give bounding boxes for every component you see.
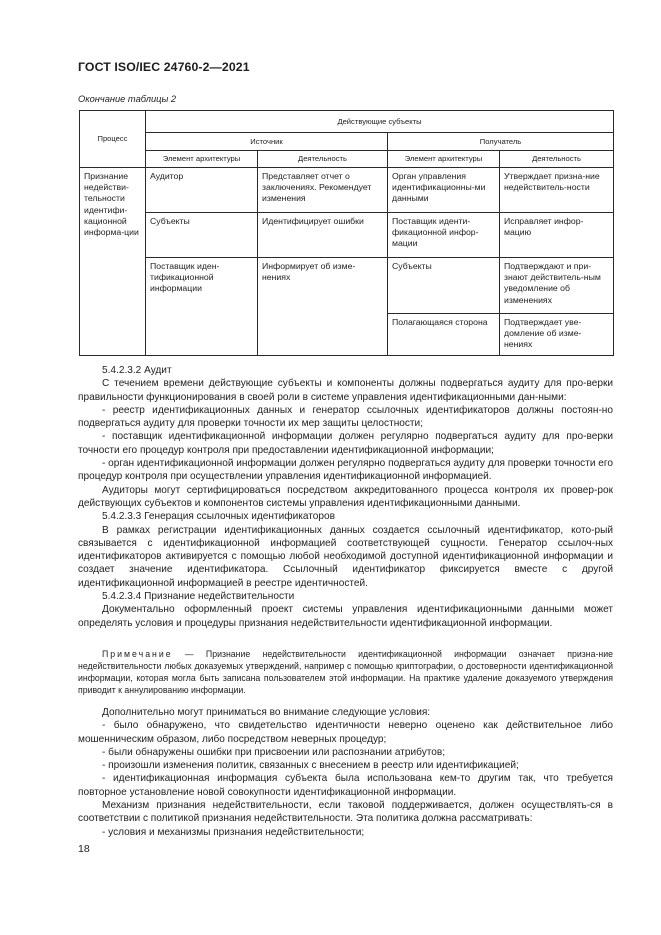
standard-header: ГОСТ ISO/IEC 24760-2—2021 [78, 60, 250, 74]
list-item: - было обнаружено, что свидетельство идентичности неверно оценено как действительное либо мошенническим образом, либо посредством неверных процедур; [78, 720, 613, 745]
header-recipient: Получатель [388, 133, 614, 151]
table-cell: Полагающаяся сторона [388, 314, 500, 356]
table-cell: Поставщик иден-тификационной информации [146, 258, 258, 356]
header-process: Процесс [80, 111, 146, 168]
table-header-row [80, 111, 614, 133]
page-number: 18 [78, 843, 90, 855]
paragraph: Документально оформленный проект системы управления идентификационными данными может определять условия и процедуры признания недействительности идентификационной информации. [78, 604, 613, 629]
section-heading: 5.4.2.3.3 Генерация ссылочных идентификаторов [102, 511, 335, 523]
note-text: — Признание недействительности идентификационной информации означает призна-ние недействительности любых доказуемых утверждений, например с помощью криптографии, о достоверности идентификационной информации, которая могла быть записана пользователем этой информации. На практике удаление доказуемого утверждения приводит к аннулированию информации. [78, 649, 613, 696]
table-row [80, 168, 614, 213]
table-cell: Подтверждает уве-домление об изме-нениях [500, 314, 614, 356]
table-cell: Утверждает призна-ние недействитель-ности [500, 168, 614, 213]
note-block [78, 648, 613, 696]
table-cell: Исправляет инфор-мацию [500, 213, 614, 258]
paragraph: Аудиторы могут сертифицироваться посредством аккредитованного процесса контроля их провер-рок действующих субъектов и компонентов системы управления идентификационными данными. [78, 484, 613, 509]
list-item: - произошли изменения политик, связанных с внесением в реестр или идентификацией; [102, 760, 519, 772]
table-row [80, 258, 614, 314]
table-cell: Аудитор [146, 168, 258, 213]
table-cell: Субъекты [388, 258, 500, 314]
paragraph: С течением времени действующие субъекты и компоненты должны подвергаться аудиту для про-верки правильности функционирования в своей роли в системе управления идентификационными дан-ными: [78, 378, 613, 403]
body-section-conditions [78, 706, 613, 839]
header-src-element: Элемент архитектуры [146, 151, 258, 168]
paragraph: Механизм признания недействительности, если таковой поддерживается, должен осуществлять-ся в соответствии с политикой признания недействительности. Эта политика должна рассматривать: [78, 800, 613, 825]
table-cell: Подтверждают и при-знают действитель-ным уведомление об изменениях [500, 258, 614, 314]
actors-table [79, 110, 614, 356]
header-source: Источник [146, 133, 388, 151]
table-cell: Поставщик иденти-фикационной инфор-мации [388, 213, 500, 258]
table-header-row [80, 133, 614, 151]
list-item: - идентификационная информация субъекта была использована кем-то другим так, что требуется повторное установление новой совокупности идентификационной информации. [78, 773, 613, 798]
list-item: - поставщик идентификационной информации должен регулярно подвергаться аудиту для про-верки точности его процедур контроля при предоставлении идентификационной информации; [78, 431, 613, 456]
table-cell: Идентифицирует ошибки [258, 213, 388, 258]
list-item: - орган идентификационной информации должен регулярно подвергаться аудиту для проверки точности его процедур контроля при осуществлении управления идентификационной информацией. [78, 458, 613, 483]
body-section-audit [78, 364, 613, 630]
section-heading: 5.4.2.3.4 Признание недействительности [102, 591, 295, 603]
paragraph: В рамках регистрации идентификационных данных создается ссылочный идентификатор, кото-рый связывается с идентификационной информацией соответствующей сущности. Генератор ссылоч-ных идентификаторов активируется с помощью любой необходимой доступной идентификационной информации и создает значение идентификатора. Ссылочный идентификатор фиксируется вместе с другой идентификационной информацией в реестре идентичностей. [78, 524, 613, 589]
header-rcp-element: Элемент архитектуры [388, 151, 500, 168]
header-rcp-activity: Деятельность [500, 151, 614, 168]
table-cell: Орган управления идентификационны-ми данными [388, 168, 500, 213]
process-name: Признание недействи-тельности идентифи-кационной информа-ции [80, 168, 146, 356]
table-cell: Информирует об изме-нениях [258, 258, 388, 356]
table-caption: Окончание таблицы 2 [78, 94, 177, 104]
paragraph: Дополнительно могут приниматься во внимание следующие условия: [102, 707, 431, 718]
table-header-row [80, 151, 614, 168]
table-cell: Представляет отчет о заключениях. Рекомендует изменения [258, 168, 388, 213]
list-item: - были обнаружены ошибки при присвоении или распознании атрибутов; [102, 746, 446, 758]
table-cell: Субъекты [146, 213, 258, 258]
note-label: Примечание [102, 649, 173, 659]
list-item: - реестр идентификационных данных и генератор ссылочных идентификаторов должны постоян-но подвергаться аудиту для проверки точности их мер защиты целостности; [78, 404, 613, 430]
header-src-activity: Деятельность [258, 151, 388, 168]
header-actors: Действующие субъекты [146, 111, 614, 133]
table-row [80, 213, 614, 258]
section-heading: 5.4.2.3.2 Аудит [102, 365, 172, 376]
list-item: - условия и механизмы признания недействительности; [102, 826, 365, 838]
